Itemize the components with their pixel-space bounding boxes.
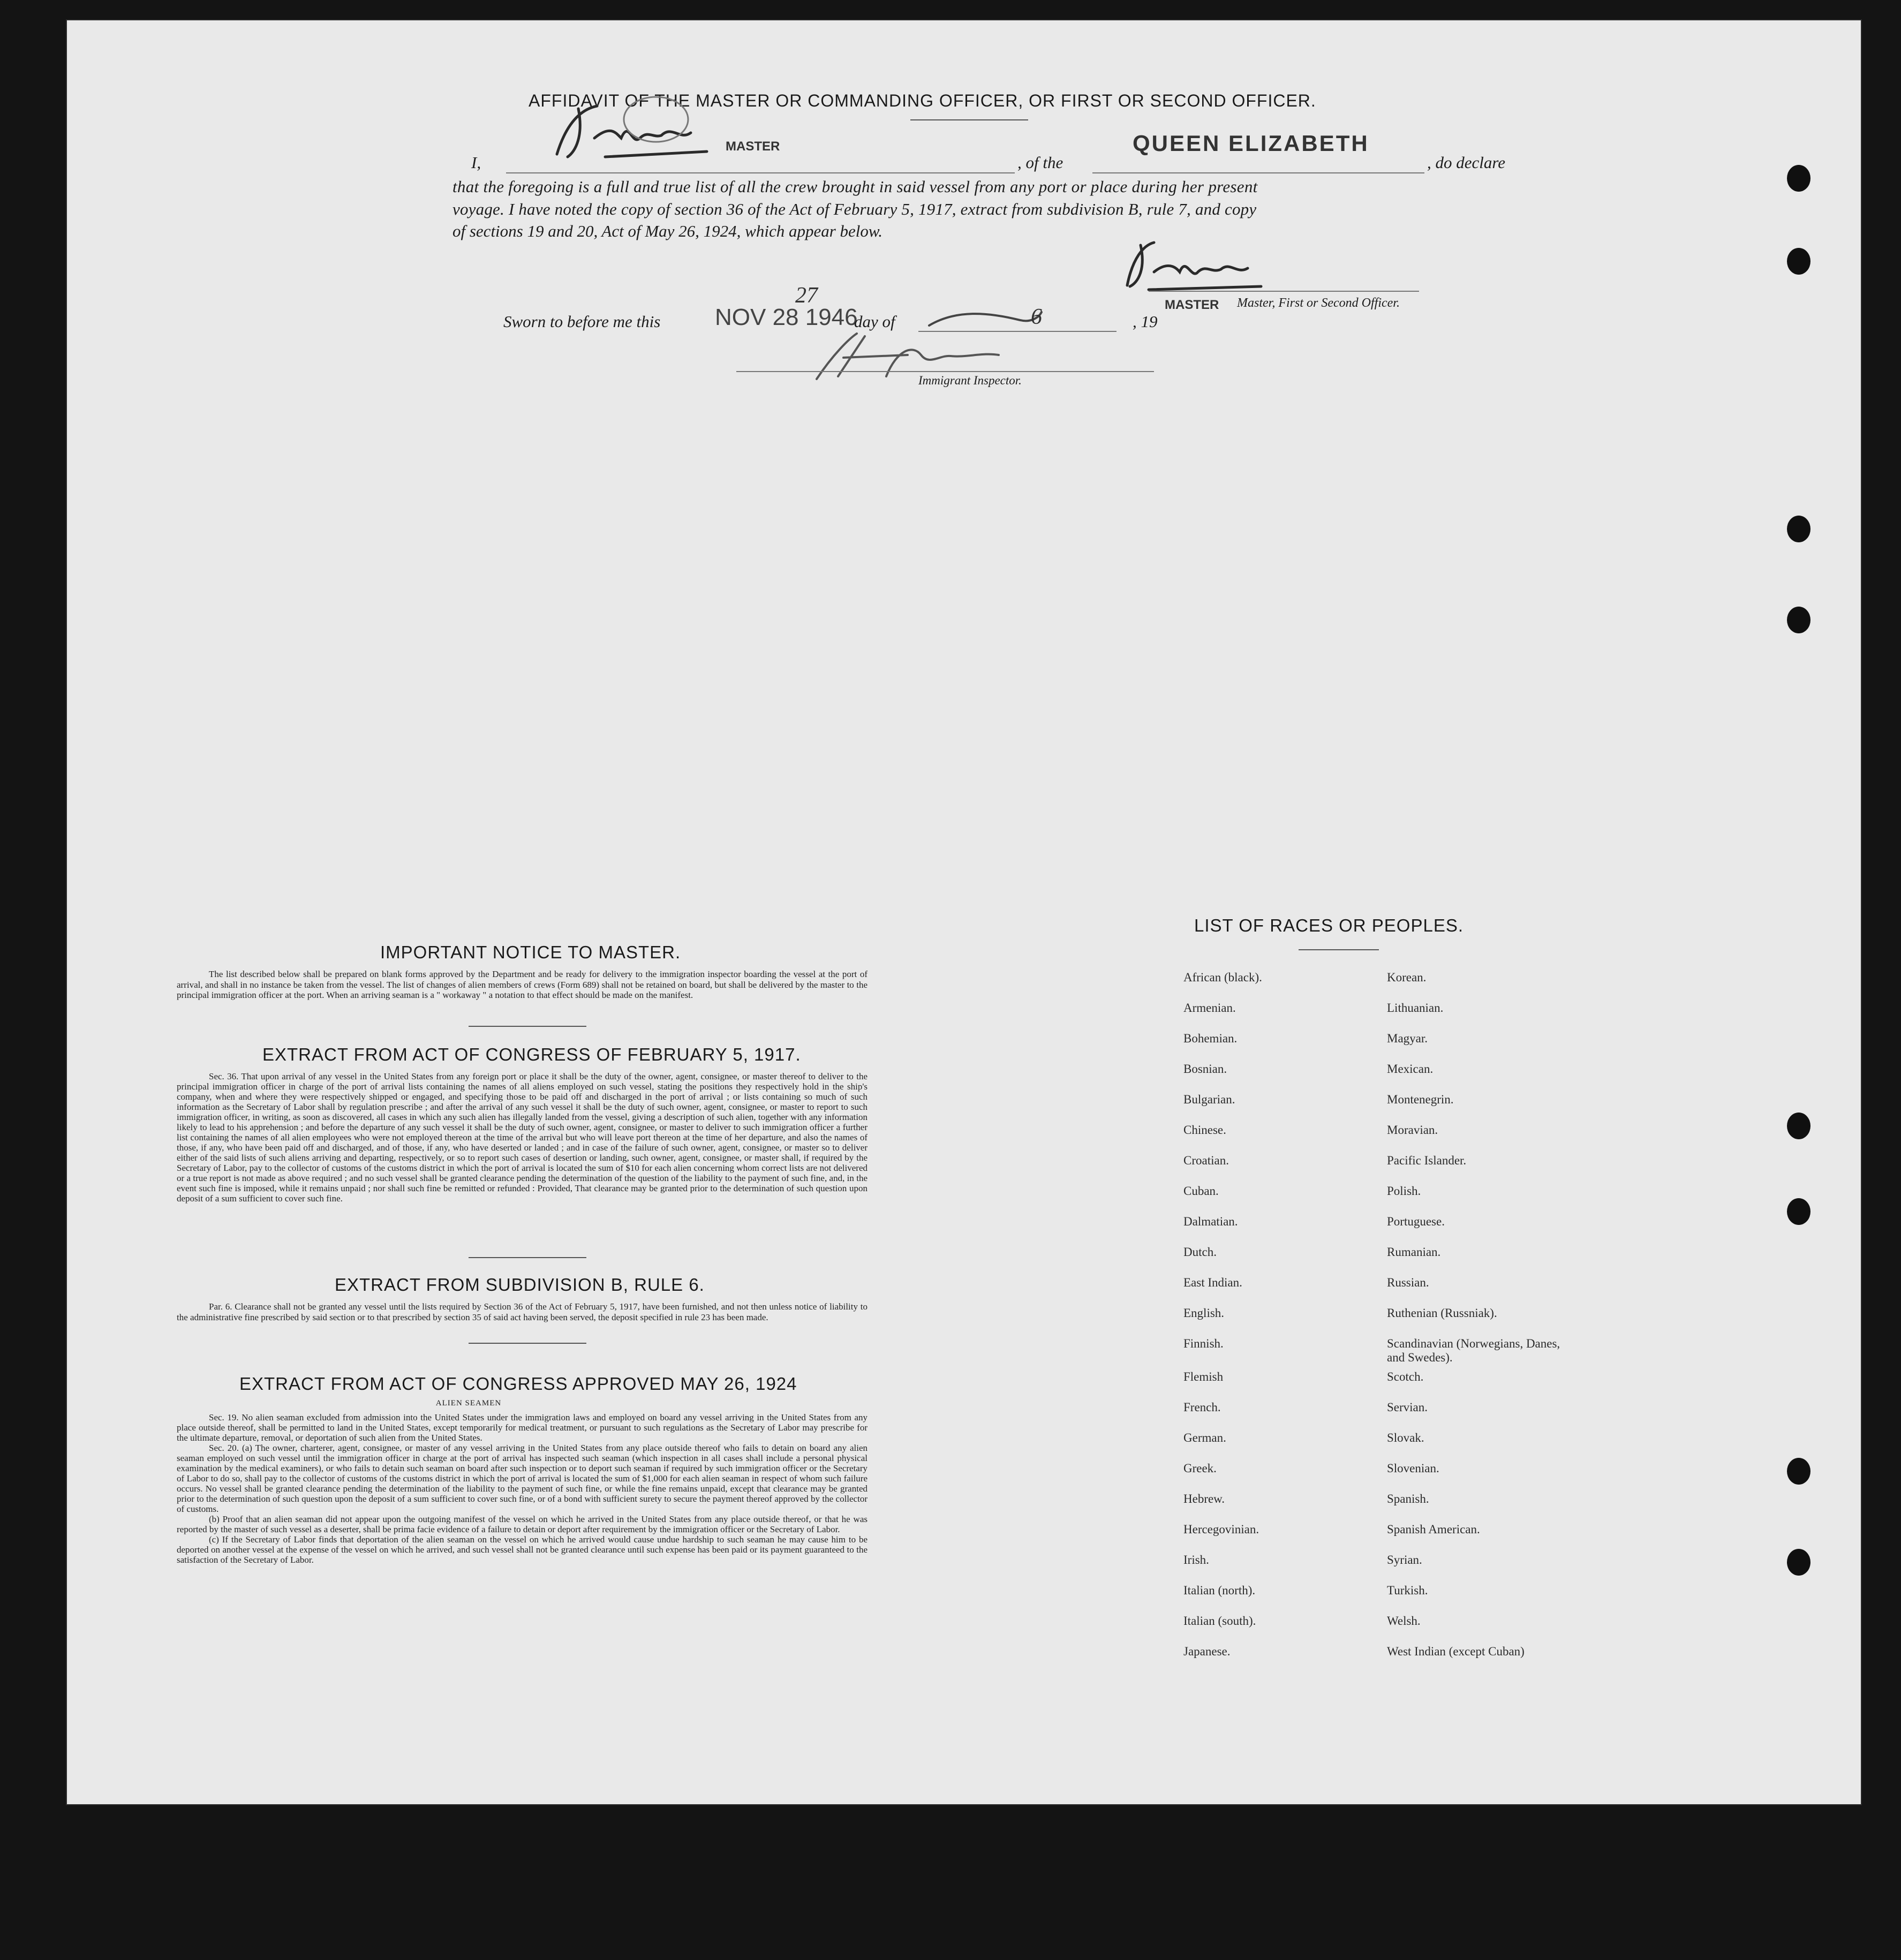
race-item: Portuguese. [1387, 1215, 1445, 1228]
races-heading: LIST OF RACES OR PEOPLES. [1194, 915, 1464, 935]
race-item: Croatian. [1183, 1154, 1229, 1167]
extract-rule6-heading: EXTRACT FROM SUBDIVISION B, RULE 6. [335, 1275, 705, 1295]
race-item: Russian. [1387, 1276, 1429, 1289]
extract-1917-text [177, 1071, 867, 1204]
signature-rank-stamp: MASTER [1165, 298, 1219, 312]
extract-1917-paragraph: Sec. 36. That upon arrival of any vessel in the United States from any foreign port or place it shall be the duty of the owner, agent, consignee, or master thereof to deliver to the principal immigration officer in charge of the port of arrival lists containing the names of all aliens employed on such vessel, stating the positions they respectively hold in the ship's company, when and where they were respectively shipped or engaged, and specifying those to be paid off and discharged in the port of arrival ; or lists containing so much of such information as the Secretary of Labor shall by regulation prescribe ; and after the arrival of any such vessel it shall be the duty of such owner, agent, consignee, or master to report to such immigration officer, in writing, as soon as discovered, all cases in which any such alien has illegally landed from the vessel, giving a description of such alien, together with any information likely to lead to his apprehension ; and before the departure of any such vessel it shall be the duty of such owner, agent, consignee, or master to deliver to such immigration officer a further list containing the names of all alien employees who were not employed thereon at the time of the arrival but who will leave port thereon at the time of her departure, and also the names of those, if any, who have been paid off and discharged, and of those, if any, who have deserted or landed ; and in case of the failure of such owner, agent, consignee, or master so to deliver either of the said lists of such aliens arriving and departing, respectively, or so to report such cases of desertion or landing, such owner, agent, consignee, or master shall, if required by the Secretary of Labor, pay to the collector of customs of the customs district in which the port of arrival is located the sum of $10 for each alien concerning whom correct lists are not delivered or a true report is not made as above required ; and no such vessel shall be granted clearance pending the determination of the question of the liability to the payment of such fine, and, in the event such fine is imposed, while it remains unpaid ; nor shall such fine be remitted or refunded : Provided, That clearance may be granted prior to the determination of such question upon deposit of a sum sufficient to cover such fine. [177, 1071, 867, 1204]
inspector-caption: Immigrant Inspector. [918, 374, 1022, 387]
date-handwritten: 27 [795, 283, 818, 308]
race-item: Lithuanian. [1387, 1001, 1444, 1015]
divider [469, 1026, 586, 1027]
affidavit-line1-suffix: , do declare [1427, 153, 1506, 172]
race-item: Welsh. [1387, 1614, 1421, 1628]
affidavit-line1-prefix: I, [471, 153, 481, 172]
extract-1924-paragraph: (c) If the Secretary of Labor finds that deportation of the alien seaman on the vessel on which he arrived would cause undue hardship to such seaman he may cause him to be deported on another vessel at the expense of the vessel on which he arrived, and such vessel shall not be granted clearance until such expense has been paid or its payment guaranteed to the satisfaction of the Secretary of Labor. [177, 1534, 867, 1565]
race-item: Bohemian. [1183, 1032, 1238, 1045]
race-item: Mexican. [1387, 1062, 1434, 1076]
sworn-prefix: Sworn to before me this [503, 312, 661, 331]
punch-hole [1787, 248, 1811, 275]
year-handwritten: 6 [1031, 305, 1042, 329]
race-item: Magyar. [1387, 1032, 1428, 1045]
race-item: Rumanian. [1387, 1245, 1441, 1259]
extract-rule6-text [177, 1301, 867, 1322]
race-item: Slovenian. [1387, 1462, 1439, 1475]
race-item: Hercegovinian. [1183, 1523, 1259, 1536]
punch-hole [1787, 516, 1811, 542]
race-item: Bosnian. [1183, 1062, 1227, 1076]
race-item: English. [1183, 1306, 1225, 1320]
race-item: East Indian. [1183, 1276, 1242, 1289]
punch-hole [1787, 165, 1811, 192]
date-stamp: NOV 28 1946 [715, 304, 858, 330]
race-item: Montenegrin. [1387, 1093, 1454, 1106]
affidavit-body-line4: of sections 19 and 20, Act of May 26, 1924, which appear below. [452, 222, 883, 240]
race-item: Spanish American. [1387, 1523, 1480, 1536]
race-item: Slovak. [1387, 1431, 1424, 1444]
affidavit-body-line3: voyage. I have noted the copy of section 36 of the Act of February 5, 1917, extract from subdivision B, rule 7, and copy [452, 200, 1257, 218]
race-item: German. [1183, 1431, 1226, 1444]
race-item: Finnish. [1183, 1337, 1224, 1350]
race-item: Korean. [1387, 971, 1427, 984]
race-item: Chinese. [1183, 1123, 1226, 1137]
year-prefix: , 19 [1133, 312, 1158, 331]
race-item: Syrian. [1387, 1553, 1422, 1567]
race-item: Moravian. [1387, 1123, 1438, 1137]
race-item: Polish. [1387, 1184, 1421, 1198]
race-item: Greek. [1183, 1462, 1217, 1475]
extract-1924-paragraph: (b) Proof that an alien seaman did not appear upon the outgoing manifest of the vessel on which he arrived in the United States from any place outside thereof, or that he was reported by the master of such vessel as a deserter, shall be prima facie evidence of a failure to detain or deport after requirement by the immigration officer or the Secretary of Labor. [177, 1514, 867, 1534]
signature-fill-line [1149, 291, 1419, 292]
extract-1917-heading: EXTRACT FROM ACT OF CONGRESS OF FEBRUARY 5, 1917. [262, 1045, 801, 1064]
extract-1924-subheading: ALIEN SEAMEN [435, 1399, 502, 1407]
race-item: West Indian (except Cuban) [1387, 1645, 1525, 1658]
extract-1924-heading: EXTRACT FROM ACT OF CONGRESS APPROVED MAY 26, 1924 [239, 1374, 797, 1394]
race-item: Irish. [1183, 1553, 1209, 1567]
extract-1924-text [177, 1412, 867, 1565]
extract-1924-paragraph: Sec. 19. No alien seaman excluded from admission into the United States under the immigration laws and employed on board any vessel arriving in the United States from any place outside thereof, shall be permitted to land in the United States, except temporarily for medical treatment, or pursuant to such regulations as the Secretary of Labor may prescribe for the ultimate departure, removal, or deportation of such alien from the United States. [177, 1412, 867, 1443]
race-item: Hebrew. [1183, 1492, 1225, 1505]
divider [1299, 949, 1379, 950]
notice-heading: IMPORTANT NOTICE TO MASTER. [380, 942, 681, 962]
extract-rule6-paragraph: Par. 6. Clearance shall not be granted any vessel until the lists required by Section 36 of the Act of February 5, 1917, have been furnished, and not then unless notice of liability to the administrative fine prescribed by said section or to that prescribed by section 35 of said act having been served, the deposit specified in rule 23 has been made. [177, 1301, 867, 1322]
divider [469, 1257, 586, 1258]
race-item: French. [1183, 1401, 1221, 1414]
race-item: Spanish. [1387, 1492, 1429, 1505]
race-item: Scotch. [1387, 1370, 1424, 1383]
race-item: Italian (north). [1183, 1584, 1256, 1597]
day-of-label: day of [854, 312, 895, 331]
race-item: Pacific Islander. [1387, 1154, 1467, 1167]
race-item: Flemish [1183, 1370, 1224, 1383]
race-item: African (black). [1183, 971, 1262, 984]
vessel-fill-line [1092, 172, 1424, 173]
punch-hole [1787, 607, 1811, 633]
divider [910, 119, 1028, 120]
race-item: Dalmatian. [1183, 1215, 1238, 1228]
race-item: Japanese. [1183, 1645, 1231, 1658]
document-page [67, 20, 1861, 1804]
officer-signature [1111, 226, 1272, 296]
notice-paragraph: The list described below shall be prepared on blank forms approved by the Department and be ready for delivery to the immigration inspector boarding the vessel at the port of arrival, and shall in no instance be taken from the vessel. The list of changes of alien members of crews (Form 689) shall not be retained on board, but shall be delivered by the master to the principal immigration officer at the port. When an arriving seaman is a " workaway " a notation to that effect should be made on the manifest. [177, 969, 867, 1000]
race-item: Servian. [1387, 1401, 1428, 1414]
rank-stamp: MASTER [726, 139, 780, 154]
affidavit-body-line2: that the foregoing is a full and true list of all the crew brought in said vessel from any port or place during her present [452, 177, 1258, 196]
affidavit-line1-of: , of the [1017, 153, 1063, 172]
race-item: Dutch. [1183, 1245, 1217, 1259]
race-item: Bulgarian. [1183, 1093, 1235, 1106]
affidavit-title: AFFIDAVIT OF THE MASTER OR COMMANDING OFFICER, OR FIRST OR SECOND OFFICER. [529, 91, 1316, 110]
vessel-name-stamp: QUEEN ELIZABETH [1133, 131, 1369, 156]
punch-hole [1787, 1113, 1811, 1139]
inspector-fill-line [736, 371, 1154, 372]
master-signature [546, 87, 718, 173]
punch-hole [1787, 1458, 1811, 1485]
race-item: Armenian. [1183, 1001, 1236, 1015]
race-item: Turkish. [1387, 1584, 1428, 1597]
signature-caption: Master, First or Second Officer. [1237, 296, 1400, 310]
punch-hole [1787, 1549, 1811, 1576]
race-item: Ruthenian (Russniak). [1387, 1306, 1497, 1320]
race-item: Scandinavian (Norwegians, Danes, and Swedes). [1387, 1337, 1560, 1364]
extract-1924-paragraph: Sec. 20. (a) The owner, charterer, agent, consignee, or master of any vessel arriving in the United States from any place outside thereof who fails to detain on board any alien seaman employed on such vessel until the immigration officer in charge at the port of arrival has inspected such seaman (which inspection in all cases shall include a personal physical examination by the medical examiners), or who fails to detain such seaman on board after such inspection or to deport such seaman if required by such immigration officer or the Secretary of Labor to do so, shall pay to the collector of customs of the customs district in which the port of arrival is located the sum of $1,000 for each alien seaman in respect of whom such failure occurs. No vessel shall be granted clearance pending the determination of the liability to the payment of such fine, or while the fine remains unpaid, except that clearance may be granted prior to the determination of such question upon the deposit of a sum sufficient to cover such fine, or of a bond with sufficient surety to secure the payment thereof approved by the collector of customs. [177, 1443, 867, 1514]
notice-text [177, 969, 867, 1001]
race-item: Cuban. [1183, 1184, 1219, 1198]
race-item: Italian (south). [1183, 1614, 1256, 1628]
punch-hole [1787, 1198, 1811, 1225]
divider [469, 1343, 586, 1344]
